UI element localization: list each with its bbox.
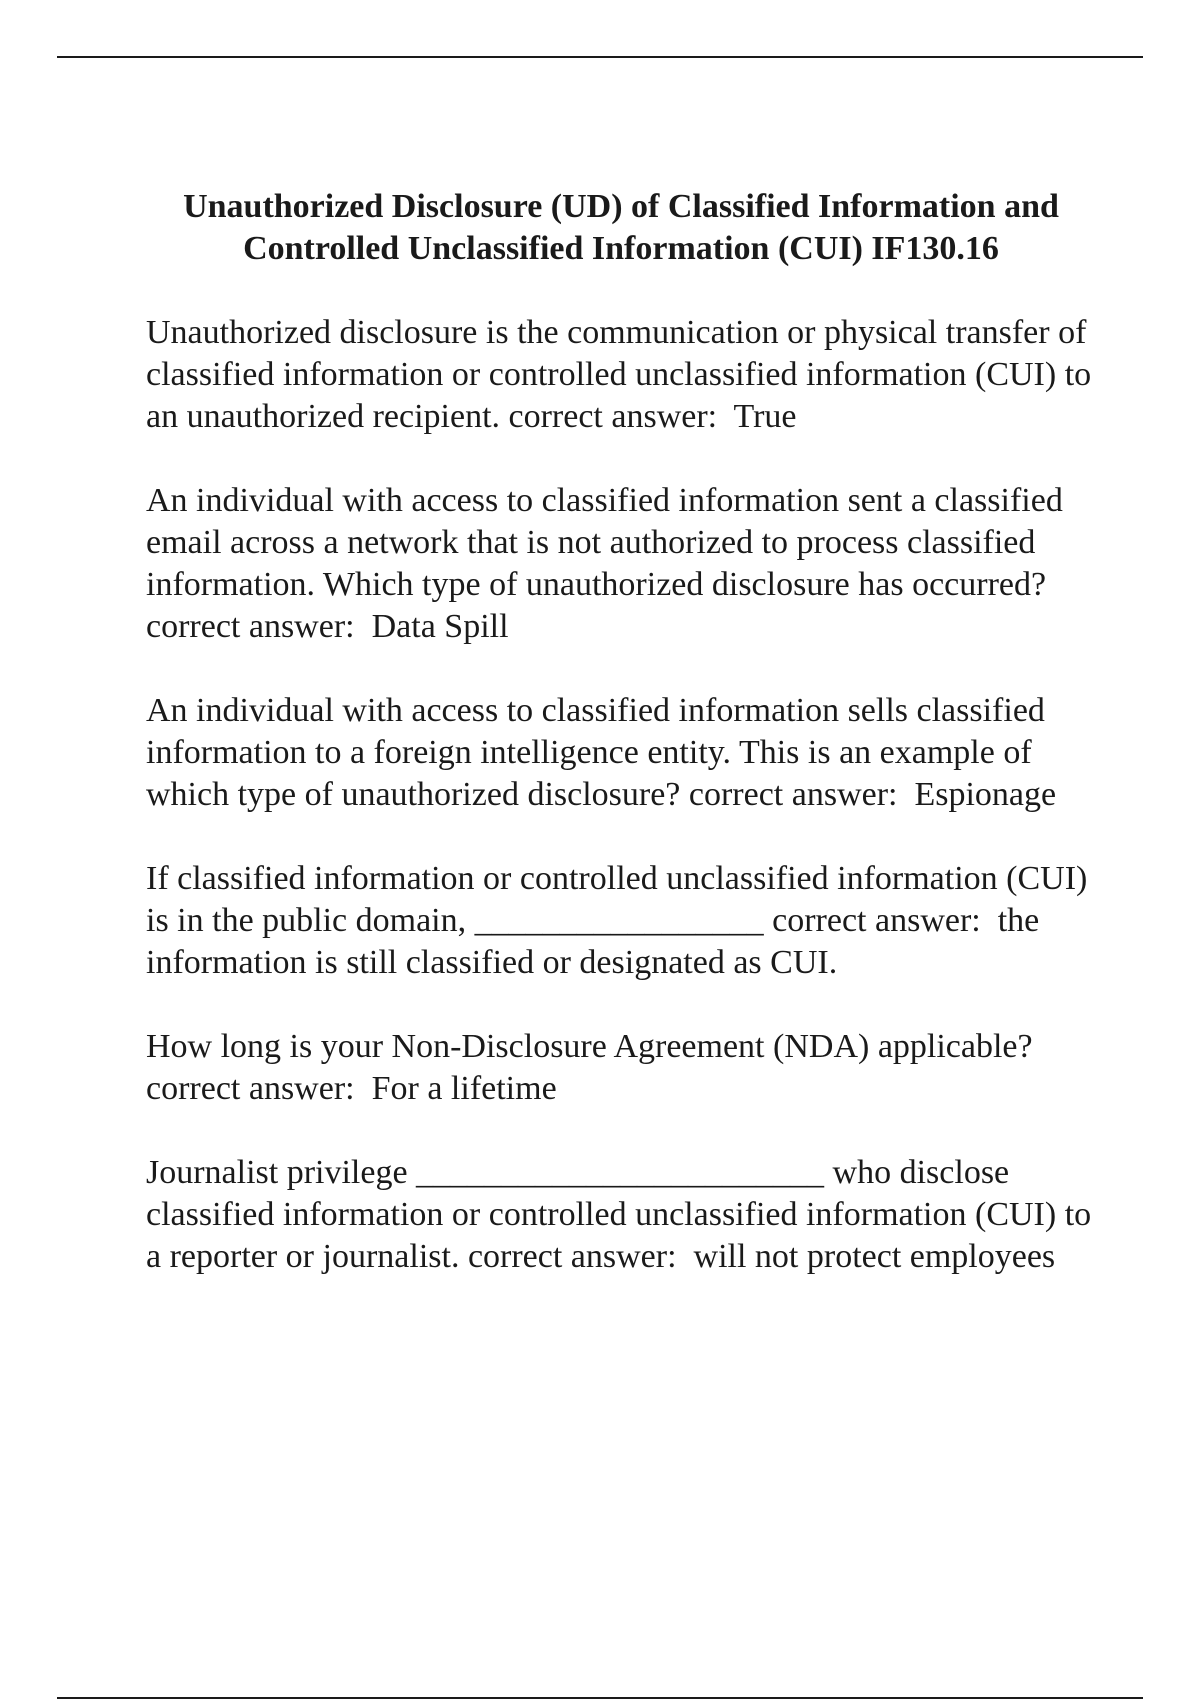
qa-item-5: How long is your Non-Disclosure Agreement (NDA) applicable? correct answer: For a lifetime: [146, 1028, 1042, 1107]
qa-item-1: Unauthorized disclosure is the communication or physical transfer of classified information or controlled unclassified information (CUI) to an unauthorized recipient. correct answer: True: [146, 314, 1100, 435]
qa-item-6: Journalist privilege ________________________ who disclose classified information or controlled unclassified information (CUI) to a reporter or journalist. correct answer: will not protect employees: [146, 1154, 1100, 1275]
qa-item-4: If classified information or controlled unclassified information (CUI) is in the public domain, _________________ correct answer: the information is still classified or designated as CUI.: [146, 860, 1096, 981]
title-line-2: Controlled Unclassified Information (CUI) IF130.16: [243, 230, 999, 267]
top-divider: [57, 56, 1143, 58]
qa-item-3: An individual with access to classified information sells classified information to a foreign intelligence entity. This is an example of which type of unauthorized disclosure? correct answer: Espionage: [146, 692, 1057, 813]
qa-item-2: An individual with access to classified information sent a classified email across a network that is not authorized to process classified information. Which type of unauthorized disclosure has occurred? correct answer: Data Spill: [146, 482, 1072, 645]
bottom-divider: [57, 1697, 1143, 1699]
document-body: [146, 186, 1100, 1278]
document-title: [146, 186, 1096, 270]
title-line-1: Unauthorized Disclosure (UD) of Classified Information and: [183, 188, 1059, 225]
